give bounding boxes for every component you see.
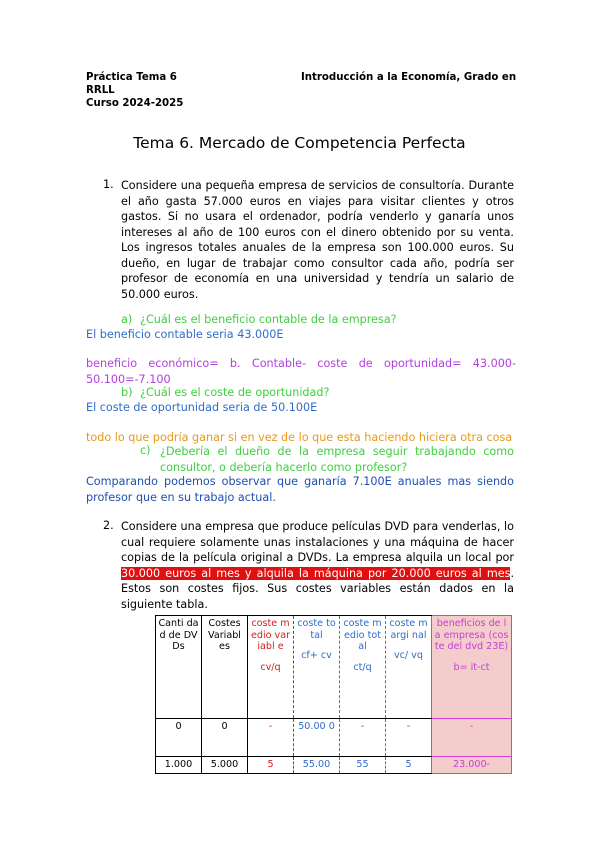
q1a-answer: El beneficio contable seria 43.000E [86,328,284,341]
question-1-number: 1. [103,178,114,191]
table-cell: 5 [248,757,294,774]
table-row [156,719,512,757]
q1b-answer: El coste de oportunidad seria de 50.100E [86,401,318,414]
table-cell: 5.000 [202,757,248,774]
page-title: Tema 6. Mercado de Competencia Perfecta [133,134,466,152]
header-avg-variable-cost: coste medio variabl e cv/q [248,616,294,719]
header-quantity: Canti dad de DVDs [156,616,202,719]
table-cell: 0 [202,719,248,757]
question-2-text [121,519,514,612]
header-marginal-cost: coste margi nal vc/ vq [386,616,432,719]
table-cell: 23.000- [432,757,512,774]
q2-text-start: Considere una empresa que produce películas DVD para venderlas, lo cual requiere solamente unas instalaciones y una máquina de hacer copias de la película original a DVDs. La empresa alquila un local por [121,520,514,564]
table-header-row [156,616,512,719]
header-practice: Práctica Tema 6 [86,72,177,83]
q1b-question: ¿Cuál es el coste de oportunidad? [140,386,330,399]
cost-table [155,615,512,774]
q1a-label: a) [121,313,133,326]
header-subject: Introducción a la Economía, Grado en [301,72,517,83]
table-cell: 50.00 0 [294,719,340,757]
table-cell: 5 [386,757,432,774]
table-row [156,757,512,774]
header-avg-total-cost: coste medio total ct/q [340,616,386,719]
q2-highlighted-costs: 30.000 euros al mes y alquila la máquina por 20.000 euros al mes [121,566,511,580]
table-cell: 55.00 [294,757,340,774]
question-1-text: Considere una pequeña empresa de servicios de consultoría. Durante el año gasta 57.000 euros en viajes para visitar clientes y otros gastos. Si no usara el ordenador, podría venderlo y ganaría unos intereses al año de 100 euros con el dinero obtenido por su venta. Los ingresos totales anuales de la empresa son 100.000 euros. Su dueño, en lugar de trabajar como consultor cada año, podría ser profesor de economía en una universidad y tendría un salario de 50.000 euros. [121,179,514,301]
header-course [86,71,183,110]
q1c-label: c) [140,444,151,457]
q1-economic-note: beneficio económico= b. Contable- coste de oportunidad= 43.000- 50.100=-7.100 [86,357,516,386]
table-cell: 0 [156,719,202,757]
q1b-label: b) [121,386,133,399]
table-cell: - [432,719,512,757]
q1a-question: ¿Cuál es el beneficio contable de la empresa? [140,313,397,326]
header-total-cost: coste total cf+ cv [294,616,340,719]
table-cell: - [248,719,294,757]
q1c-answer: Comparando podemos observar que ganaría 7.100E anuales mas siendo profesor que en su trabajo actual. [86,475,514,504]
header-degree: RRLL [86,85,115,96]
table-cell: - [386,719,432,757]
header-year: Curso 2024-2025 [86,98,184,109]
q2-text-end: . Estos son costes fijos. Sus costes variables están dados en la siguiente tabla. [121,566,514,611]
header-variable-costs: Costes Variabl es [202,616,248,719]
table-cell: 1.000 [156,757,202,774]
table-cell: - [340,719,386,757]
q1c-question: ¿Debería el dueño de la empresa seguir trabajando como consultor, o debería hacerlo como profesor? [160,445,514,474]
table-cell: 55 [340,757,386,774]
header-profit: beneficios de la empresa (coste del dvd 23E) b= it-ct [432,616,512,719]
question-2-number: 2. [103,519,114,532]
q1b-note: todo lo que podría ganar si en vez de lo que esta haciendo hiciera otra cosa [86,431,513,444]
